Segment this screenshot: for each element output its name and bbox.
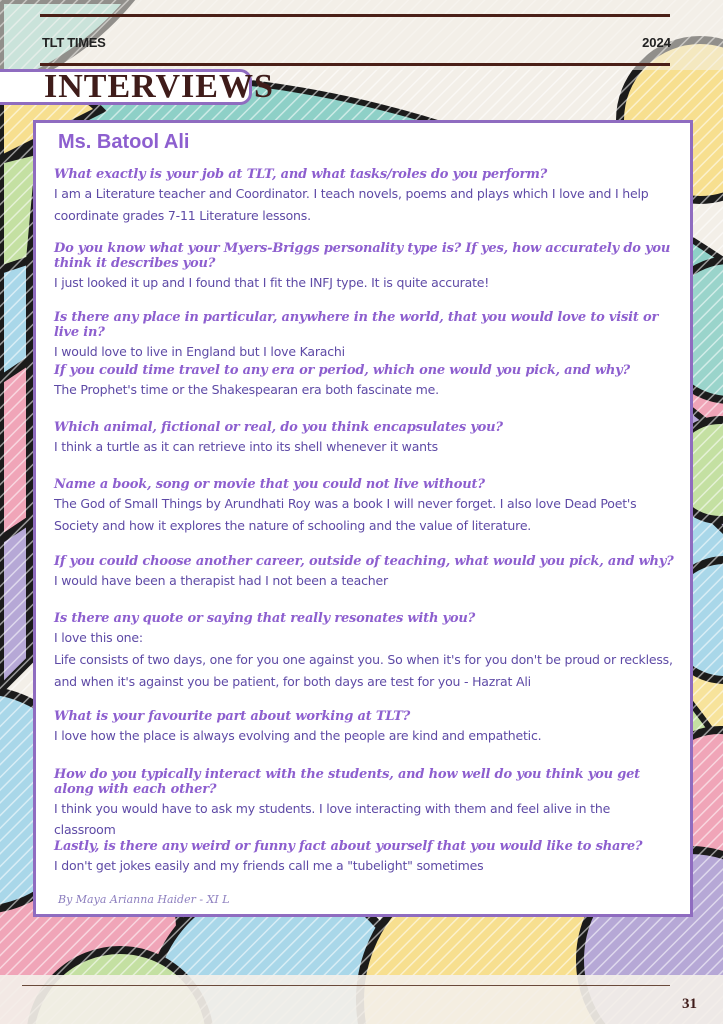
qa-item (54, 310, 674, 362)
page-number: 31 (682, 996, 697, 1012)
question: What is your favourite part about working at TLT? (54, 709, 411, 724)
qa-item (54, 241, 674, 293)
answer: I love this one: (54, 630, 143, 645)
answer: The God of Small Things by Arundhati Roy was a book I will never forget. I also love Dead Poet's (54, 496, 637, 511)
qa-item (54, 709, 674, 746)
question: Is there any place in particular, anywhere in the world, that you would love to visit or live in? (54, 310, 659, 340)
answer: Society and how it explores the nature of schooling and the value of literature. (54, 518, 532, 533)
question: Name a book, song or movie that you could not live without? (54, 477, 485, 492)
qa-item (54, 477, 674, 536)
question: Do you know what your Myers-Briggs personality type is? If yes, how accurately do you think it describes you? (54, 241, 671, 271)
question: If you could choose another career, outside of teaching, what would you pick, and why? (54, 554, 674, 569)
qa-item (54, 767, 674, 840)
qa-item (54, 839, 674, 876)
answer: I love how the place is always evolving and the people are kind and empathetic. (54, 728, 542, 743)
answer: I just looked it up and I found that I fit the INFJ type. It is quite accurate! (54, 275, 490, 290)
answer: I think a turtle as it can retrieve into its shell whenever it wants (54, 439, 438, 454)
question: How do you typically interact with the students, and how well do you think you get along with each other? (54, 767, 640, 797)
qa-item (54, 611, 674, 692)
footer-rule (22, 985, 670, 986)
byline: By Maya Arianna Haider - XI L (58, 893, 230, 906)
answer: I think you would have to ask my students. I love interacting with them and feel alive in the classroom (54, 801, 611, 837)
answer: I don't get jokes easily and my friends call me a "tubelight" sometimes (54, 858, 484, 873)
header-rule-top (40, 14, 670, 17)
answer: coordinate grades 7-11 Literature lessons. (54, 208, 311, 223)
question: Lastly, is there any weird or funny fact about yourself that you would like to share? (54, 839, 643, 854)
issue-year: 2024 (642, 35, 671, 50)
answer: I would have been a therapist had I not been a teacher (54, 573, 388, 588)
answer: I am a Literature teacher and Coordinator. I teach novels, poems and plays which I love and I help (54, 186, 649, 201)
qa-item (54, 167, 674, 226)
header-rule-bottom (40, 63, 670, 66)
qa-item (54, 363, 674, 400)
question: What exactly is your job at TLT, and what tasks/roles do you perform? (54, 167, 548, 182)
qa-item (54, 554, 674, 591)
publication-name: TLT TIMES (42, 35, 106, 50)
interview-card (33, 120, 693, 917)
question: Which animal, fictional or real, do you think encapsulates you? (54, 420, 503, 435)
answer: and when it's against you be patient, for both days are test for you - Hazrat Ali (54, 674, 531, 689)
answer: I would love to live in England but I love Karachi (54, 344, 345, 359)
qa-item (54, 420, 674, 457)
question: If you could time travel to any era or period, which one would you pick, and why? (54, 363, 630, 378)
answer: The Prophet's time or the Shakespearan era both fascinate me. (54, 382, 439, 397)
question: Is there any quote or saying that really resonates with you? (54, 611, 476, 626)
answer: Life consists of two days, one for you one against you. So when it's for you don't be proud or reckless, (54, 652, 673, 667)
interviewee-name: Ms. Batool Ali (58, 131, 190, 153)
section-title: INTERVIEWS (44, 68, 274, 105)
